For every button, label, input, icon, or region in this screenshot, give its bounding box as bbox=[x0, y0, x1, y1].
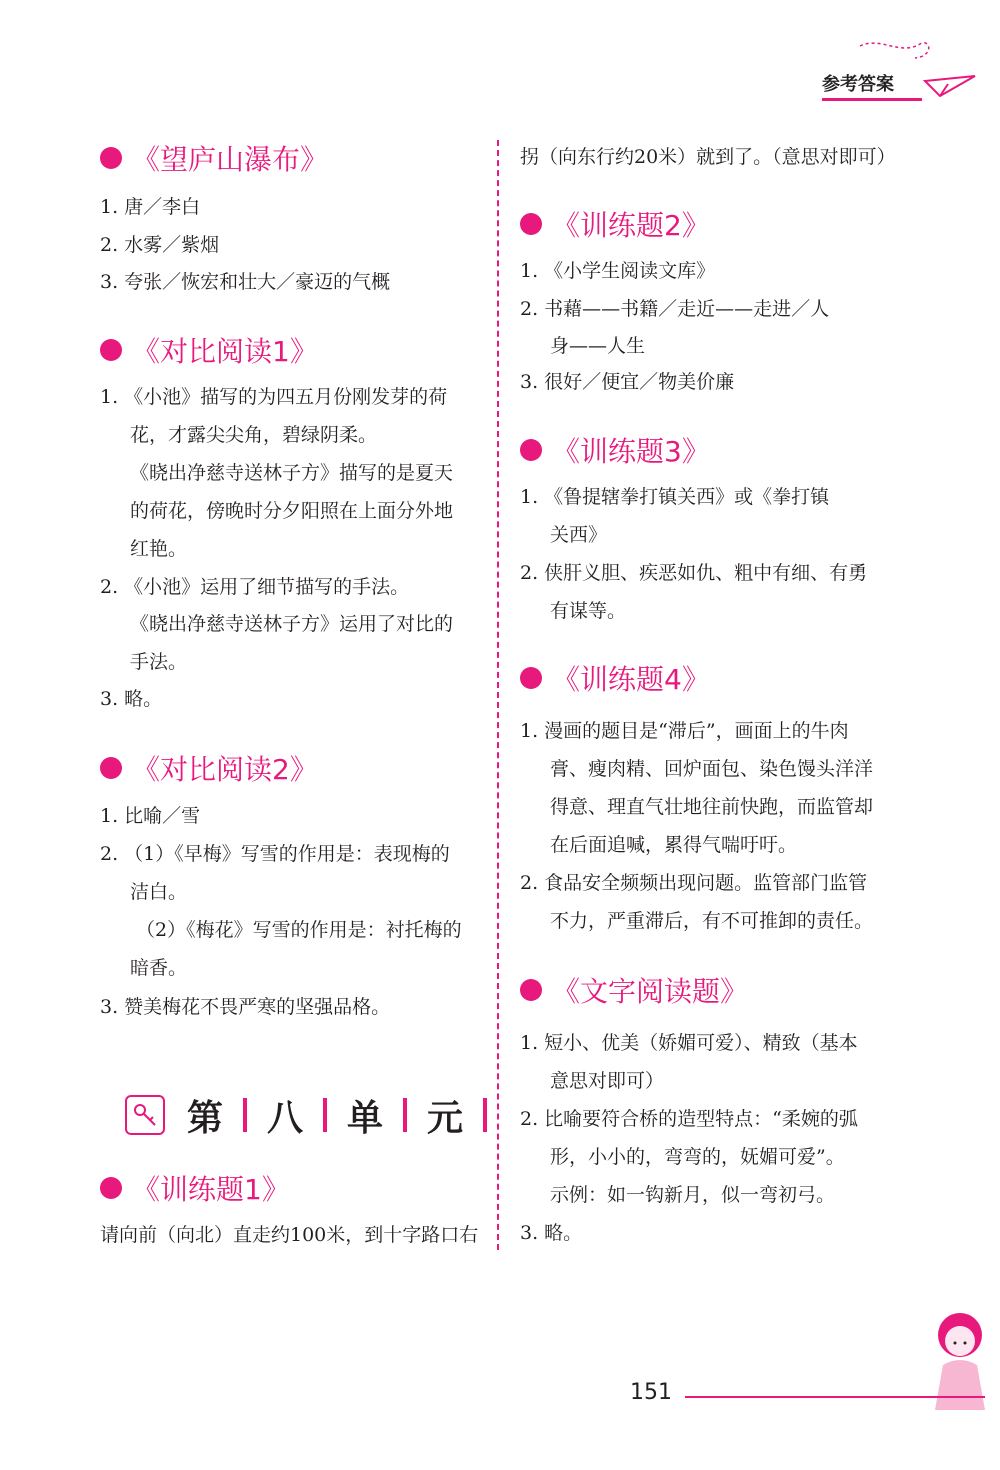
answer-line: 红艳。 bbox=[130, 538, 188, 560]
bullet-dot-icon bbox=[520, 439, 542, 461]
answer-line: 1. 短小、优美（娇媚可爱）、精致（基本 bbox=[520, 1032, 858, 1054]
answer-line: 花，才露尖尖角，碧绿阴柔。 bbox=[130, 424, 378, 446]
section-title-text: 《文字阅读题》 bbox=[552, 975, 749, 1008]
bullet-dot-icon bbox=[100, 757, 122, 779]
answer-line: 1. 《鲁提辖拳打镇关西》或《拳打镇 bbox=[520, 486, 830, 508]
section-title bbox=[100, 748, 318, 788]
answer-line: 拐（向东行约20米）就到了。（意思对即可） bbox=[520, 146, 896, 168]
answer-line: 2. 食品安全频频出现问题。监管部门监管 bbox=[520, 872, 868, 894]
answer-line: （2）《梅花》写雪的作用是：衬托梅的 bbox=[136, 919, 462, 941]
answer-line: 3. 略。 bbox=[520, 1222, 583, 1244]
bullet-dot-icon bbox=[520, 213, 542, 235]
footer-line bbox=[685, 1396, 985, 1398]
key-icon bbox=[125, 1095, 165, 1135]
column-divider bbox=[497, 140, 499, 1250]
answer-line: 2. 比喻要符合桥的造型特点：“柔婉的弧 bbox=[520, 1108, 858, 1130]
answer-line: 请向前（向北）直走约100米，到十字路口右 bbox=[100, 1224, 479, 1246]
unit-title-separator bbox=[243, 1098, 247, 1132]
answer-line: 洁白。 bbox=[130, 881, 188, 903]
section-title-text: 《对比阅读2》 bbox=[132, 753, 318, 786]
answer-line: 1. 漫画的题目是“滞后”，画面上的牛肉 bbox=[520, 720, 849, 742]
answer-line: 3. 很好／便宜／物美价廉 bbox=[520, 371, 735, 393]
section-title bbox=[520, 430, 710, 470]
bullet-dot-icon bbox=[100, 339, 122, 361]
answer-line: 2. （1）《早梅》写雪的作用是：表现梅的 bbox=[100, 843, 450, 865]
section-title bbox=[100, 1168, 290, 1208]
answer-line: 意思对即可） bbox=[550, 1070, 665, 1092]
unit-title-char: 元 bbox=[427, 1096, 464, 1139]
girl-illustration-icon bbox=[915, 1305, 995, 1415]
answer-line: 2. 水雾／紫烟 bbox=[100, 234, 220, 256]
answer-line: 1. 《小池》描写的为四五月份刚发芽的荷 bbox=[100, 386, 448, 408]
answer-line: 身——人生 bbox=[550, 335, 646, 357]
answer-line: 在后面追喊，累得气喘吁吁。 bbox=[550, 834, 798, 856]
section-title-text: 《训练题3》 bbox=[552, 435, 710, 468]
unit-title-separator bbox=[483, 1098, 487, 1132]
answer-line: 的荷花，傍晚时分夕阳照在上面分外地 bbox=[130, 500, 454, 522]
section-title bbox=[520, 970, 748, 1010]
answer-line: 3. 夸张／恢宏和壮大／豪迈的气概 bbox=[100, 271, 391, 293]
answer-line: 3. 略。 bbox=[100, 688, 163, 710]
section-title-text: 《对比阅读1》 bbox=[132, 335, 318, 368]
section-title-text: 《望庐山瀑布》 bbox=[132, 143, 329, 176]
section-title-text: 《训练题1》 bbox=[132, 1173, 290, 1206]
page-number: 151 bbox=[630, 1380, 672, 1405]
unit-title-char: 第 bbox=[187, 1096, 224, 1139]
section-title bbox=[100, 330, 318, 370]
section-title-text: 《训练题4》 bbox=[552, 663, 710, 696]
answer-line: 有谋等。 bbox=[550, 600, 627, 622]
answer-line: 示例：如一钩新月，似一弯初弓。 bbox=[550, 1184, 836, 1206]
unit-title-char: 单 bbox=[347, 1096, 384, 1139]
header-label: 参考答案 bbox=[822, 74, 894, 95]
section-title bbox=[520, 204, 710, 244]
answer-line: 2. 《小池》运用了细节描写的手法。 bbox=[100, 576, 410, 598]
answer-line: 得意、理直气壮地往前快跑，而监管却 bbox=[550, 796, 874, 818]
answer-line: 1. 唐／李白 bbox=[100, 196, 201, 218]
unit-title bbox=[125, 1090, 497, 1140]
answer-line: 不力，严重滞后，有不可推卸的责任。 bbox=[550, 910, 874, 932]
answer-line: 《晓出净慈寺送林子方》运用了对比的 bbox=[130, 613, 454, 635]
answer-line: 膏、瘦肉精、回炉面包、染色馒头洋洋 bbox=[550, 758, 874, 780]
bullet-dot-icon bbox=[520, 979, 542, 1001]
answer-line: 1. 《小学生阅读文库》 bbox=[520, 260, 716, 282]
unit-title-separator bbox=[403, 1098, 407, 1132]
bullet-dot-icon bbox=[100, 147, 122, 169]
answer-line: 2. 侠肝义胆、疾恶如仇、粗中有细、有勇 bbox=[520, 562, 868, 584]
answer-line: 形，小小的，弯弯的，妩媚可爱”。 bbox=[550, 1146, 845, 1168]
answer-line: 《晓出净慈寺送林子方》描写的是夏天 bbox=[130, 462, 454, 484]
answer-line: 关西》 bbox=[550, 524, 608, 546]
bullet-dot-icon bbox=[520, 667, 542, 689]
header-underline bbox=[822, 98, 922, 101]
answer-line: 手法。 bbox=[130, 651, 188, 673]
answer-line: 1. 比喻／雪 bbox=[100, 805, 201, 827]
answer-line: 暗香。 bbox=[130, 957, 188, 979]
section-title bbox=[100, 138, 328, 178]
section-title bbox=[520, 658, 710, 698]
answer-line: 3. 赞美梅花不畏严寒的坚强品格。 bbox=[100, 996, 391, 1018]
bullet-dot-icon bbox=[100, 1177, 122, 1199]
section-title-text: 《训练题2》 bbox=[552, 209, 710, 242]
answer-line: 2. 书藉——书籍／走近——走进／人 bbox=[520, 298, 830, 320]
unit-title-char: 八 bbox=[267, 1096, 304, 1139]
unit-title-separator bbox=[323, 1098, 327, 1132]
